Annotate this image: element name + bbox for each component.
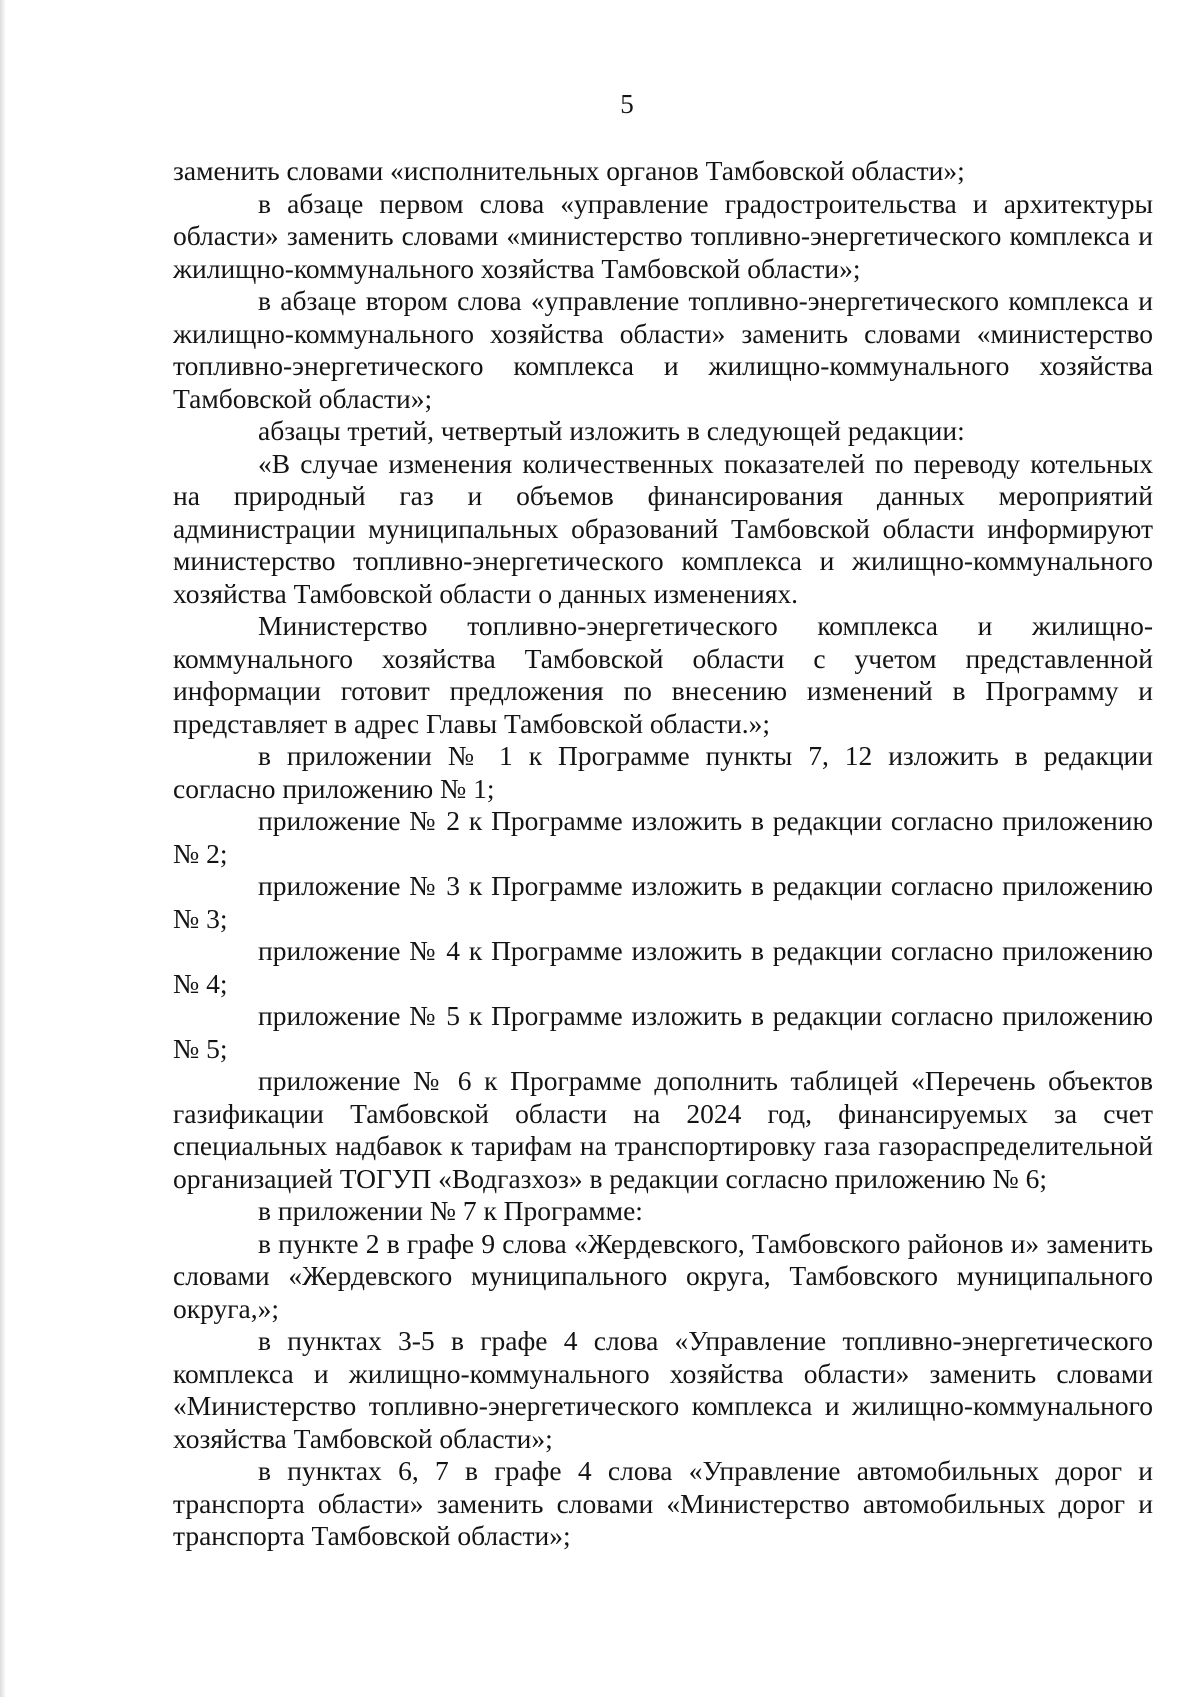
paragraph-quoted: «В случае изменения количественных показателей по переводу котельных на природный газ и объемов финансирования данных мероприятий администрации муниципальных образований Тамбовской области информируют министерство топливно-энергетического комплекса и жилищно-коммунального хозяйства Тамбовской области о данных изменениях. [173, 447, 1153, 609]
scan-edge-shadow [0, 0, 6, 1697]
paragraph: приложение № 2 к Программе изложить в редакции согласно приложению № 2; [173, 805, 1153, 869]
paragraph: в пункте 2 в графе 9 слова «Жердевского, Тамбовского районов и» заменить словами «Жердевского муниципального округа, Тамбовского муниципального округа,»; [173, 1227, 1153, 1324]
paragraph: в пунктах 3-5 в графе 4 слова «Управление топливно-энергетического комплекса и жилищно-коммунального хозяйства области» заменить словами «Министерство топливно-энергетического комплекса и жилищно-коммунального хозяйства Тамбовской области»; [173, 1325, 1153, 1454]
paragraph-quoted: Министерство топливно-энергетического комплекса и жилищно-коммунального хозяйства Тамбовской области с учетом представленной информации готовит предложения по внесению изменений в Программу и представляет в адрес Главы Тамбовской области.»; [173, 610, 1153, 739]
paragraph: в абзаце первом слова «управление градостроительства и архитектуры области» заменить словами «министерство топливно-энергетического комплекса и жилищно-коммунального хозяйства Тамбовской области»; [173, 187, 1153, 284]
paragraph: в приложении № 7 к Программе: [258, 1195, 643, 1226]
paragraph: в приложении № 1 к Программе пункты 7, 12 изложить в редакции согласно приложению № 1; [173, 740, 1153, 804]
document-body [173, 155, 1153, 1553]
paragraph: приложение № 3 к Программе изложить в редакции согласно приложению № 3; [173, 870, 1153, 934]
paragraph: в пунктах 6, 7 в графе 4 слова «Управление автомобильных дорог и транспорта области» заменить словами «Министерство автомобильных дорог и транспорта Тамбовской области»; [173, 1455, 1153, 1551]
page-number: 5 [620, 89, 634, 119]
paragraph: абзацы третий, четвертый изложить в следующей редакции: [258, 415, 965, 446]
paragraph: приложение № 4 к Программе изложить в редакции согласно приложению № 4; [173, 935, 1153, 999]
paragraph: приложение № 5 к Программе изложить в редакции согласно приложению № 5; [173, 1000, 1153, 1064]
paragraph: в абзаце втором слова «управление топливно-энергетического комплекса и жилищно-коммунального хозяйства области» заменить словами «министерство топливно-энергетического комплекса и жилищно-коммунального хозяйства Тамбовской области»; [173, 285, 1153, 414]
paragraph: приложение № 6 к Программе дополнить таблицей «Перечень объектов газификации Тамбовской области на 2024 год, финансируемых за счет специальных надбавок к тарифам на транспортировку газа газораспределительной организацией ТОГУП «Водгазхоз» в редакции согласно приложению № 6; [173, 1065, 1153, 1194]
paragraph-continuation: заменить словами «исполнительных органов Тамбовской области»; [173, 155, 965, 186]
